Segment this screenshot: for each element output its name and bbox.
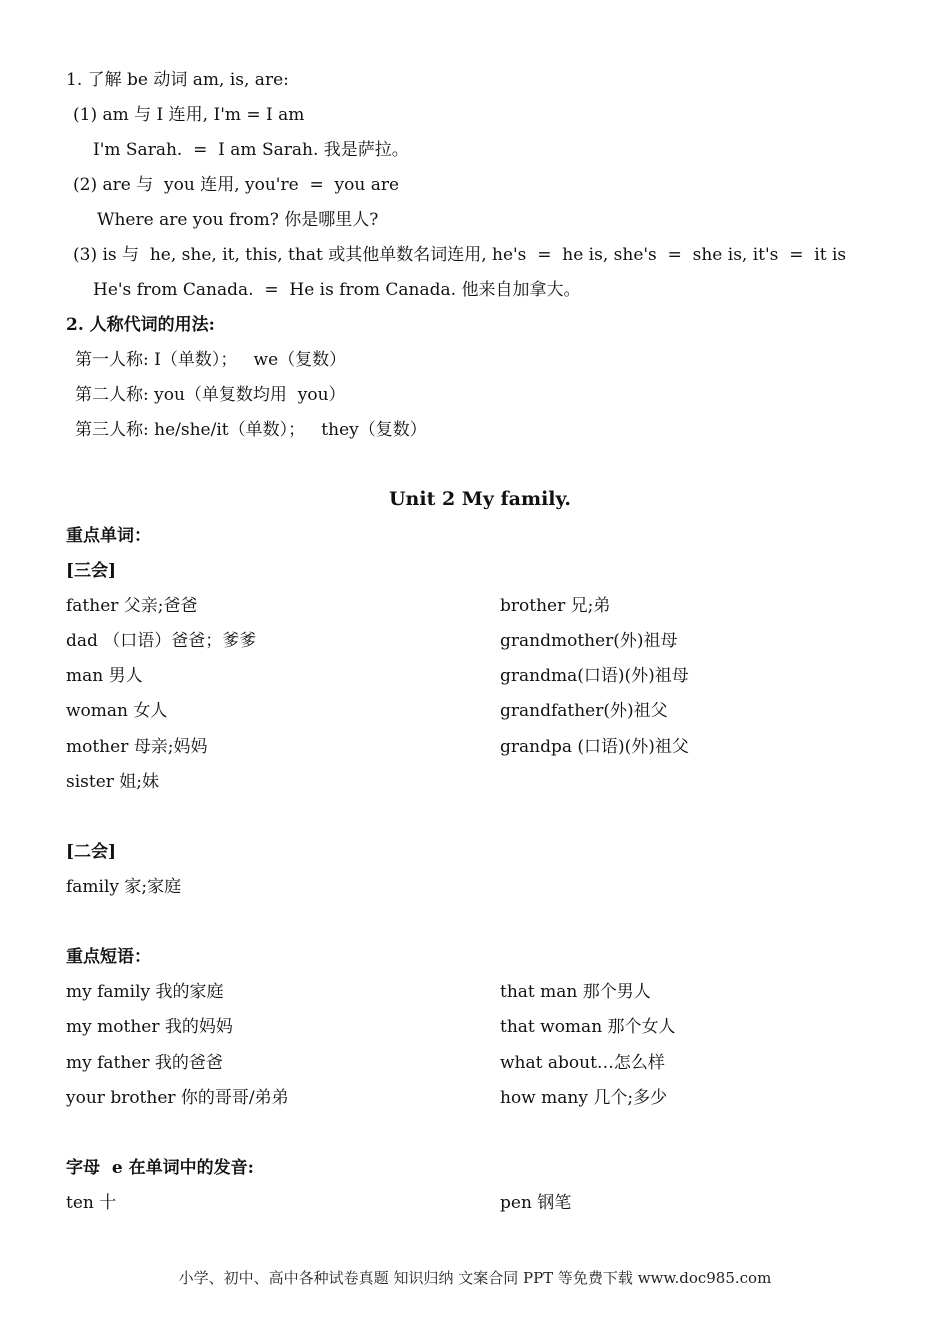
be-verb-example: He's from Canada. = He is from Canada. 他来自加拿大。 <box>93 280 581 300</box>
phrase-item: how many 几个;多少 <box>500 1088 668 1108</box>
phrase-item: that man 那个男人 <box>500 982 651 1002</box>
key-phrases-heading: 重点短语： <box>66 947 151 967</box>
word-item: grandmother(外)祖母 <box>500 631 678 651</box>
unit-title: Unit 2 My family. <box>388 488 571 510</box>
phrase-item: your brother 你的哥哥/弟弟 <box>66 1088 289 1108</box>
be-verb-example: Where are you from? 你是哪里人? <box>97 210 379 230</box>
pronunciation-heading: 字母 e 在单词中的发音: <box>66 1158 254 1178</box>
word-item: father 父亲;爸爸 <box>66 596 198 616</box>
word-item: man 男人 <box>66 666 143 686</box>
phrase-item: what about…怎么样 <box>500 1053 665 1073</box>
be-verb-rule: (2) are 与 you 连用, you're = you are <box>73 175 400 195</box>
phrase-item: my father 我的爸爸 <box>66 1053 223 1073</box>
word-item: woman 女人 <box>66 701 168 721</box>
phrase-item: my mother 我的妈妈 <box>66 1017 233 1037</box>
pronoun-item: 第二人称: you（单复数均用 you） <box>75 385 346 405</box>
phrase-item: that woman 那个女人 <box>500 1017 676 1037</box>
level2-label: [二会] <box>66 842 117 862</box>
be-verbs-heading: 1. 了解 be 动词 am, is, are: <box>66 70 289 90</box>
word-item: family 家;家庭 <box>66 877 182 897</box>
phrase-item: my family 我的家庭 <box>66 982 224 1002</box>
word-item: grandpa (口语)(外)祖父 <box>500 737 689 757</box>
pronoun-item: 第一人称: I（单数）； we（复数） <box>75 350 347 370</box>
word-item: grandfather(外)祖父 <box>500 701 668 721</box>
word-item: sister 姐;妹 <box>66 772 160 792</box>
pronunciation-example: pen 钢笔 <box>500 1193 572 1213</box>
pronouns-heading: 2. 人称代词的用法: <box>66 315 215 335</box>
be-verb-rule: (1) am 与 I 连用, I'm = I am <box>73 105 305 125</box>
word-item: mother 母亲;妈妈 <box>66 737 208 757</box>
level3-label: [三会] <box>66 561 117 581</box>
word-item: grandma(口语)(外)祖母 <box>500 666 689 686</box>
be-verb-example: I'm Sarah. = I am Sarah. 我是萨拉。 <box>93 140 409 160</box>
page-footer: 小学、初中、高中各种试卷真题 知识归纳 文案合同 PPT 等免费下载 www.doc985.com <box>178 1269 772 1287</box>
word-item: dad （口语）爸爸；爹爹 <box>66 631 257 651</box>
word-item: brother 兄;弟 <box>500 596 611 616</box>
be-verb-rule: (3) is 与 he, she, it, this, that 或其他单数名词连用, he's = he is, she's = she is, it's = it is <box>73 245 847 265</box>
pronoun-item: 第三人称: he/she/it（单数）； they（复数） <box>75 420 427 440</box>
pronunciation-example: ten 十 <box>66 1193 117 1213</box>
key-words-heading: 重点单词： <box>66 526 151 546</box>
